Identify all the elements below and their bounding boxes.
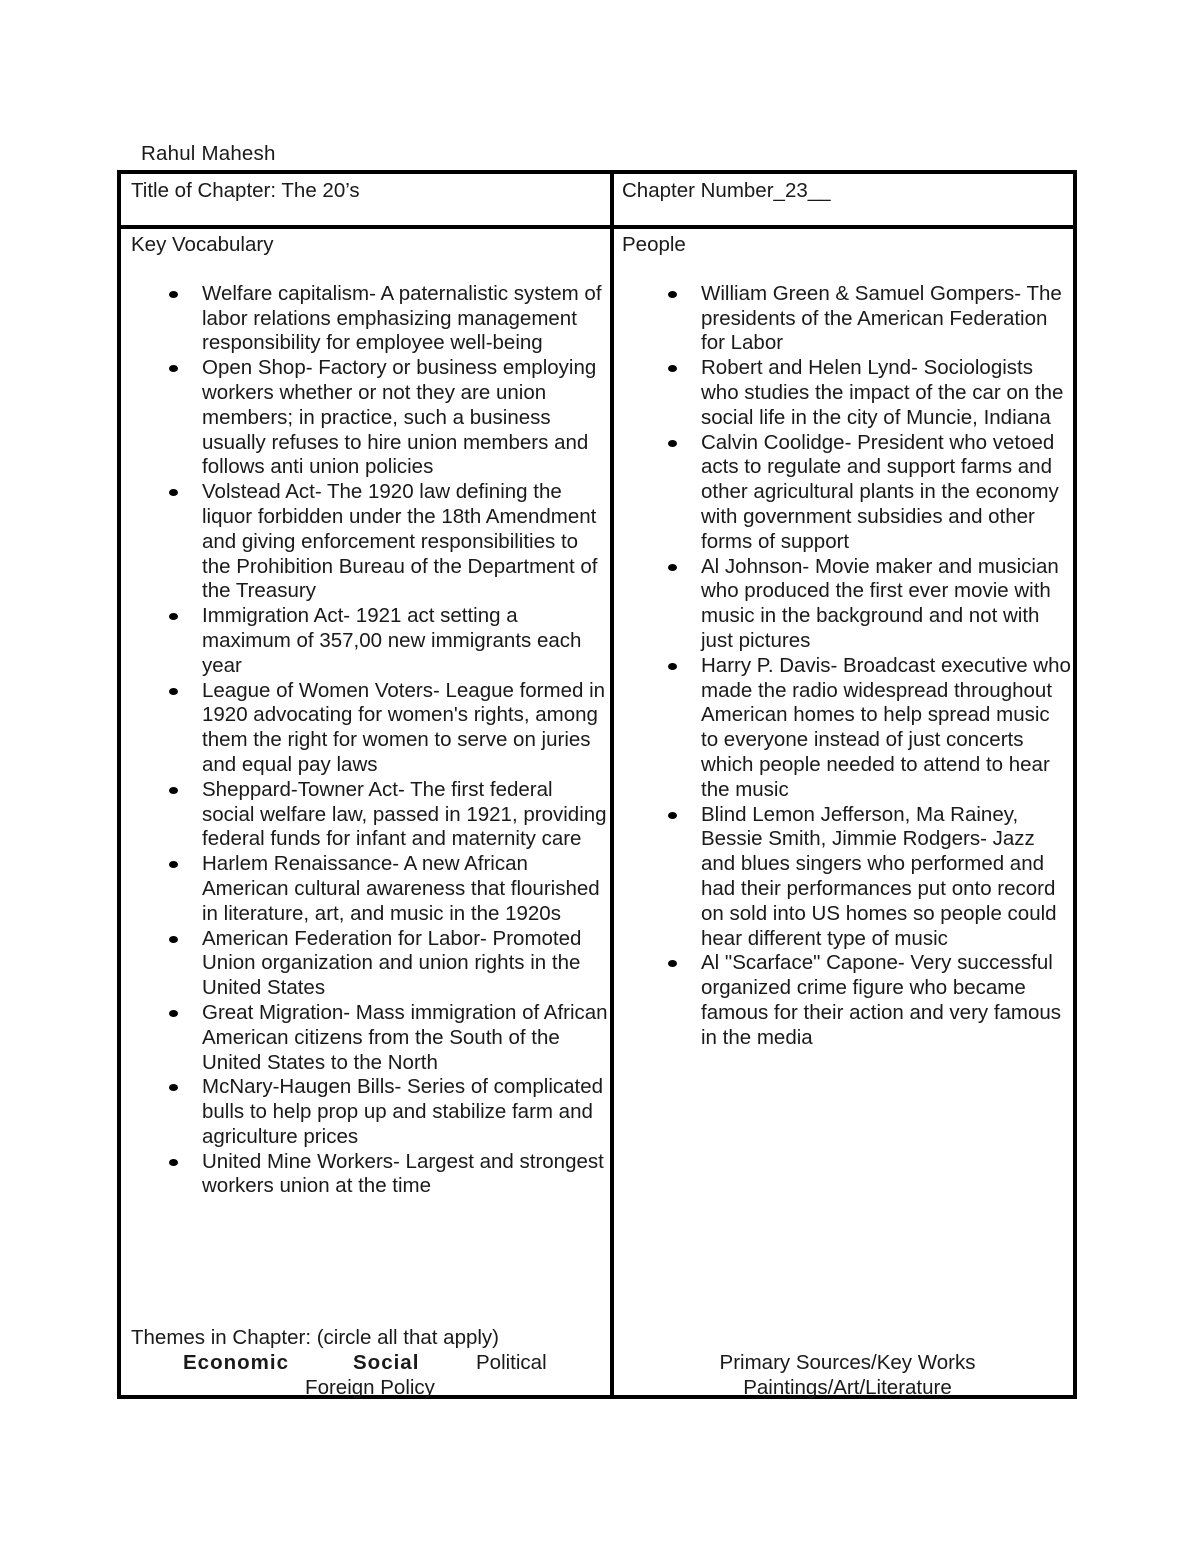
list-item: Harry P. Davis- Broadcast executive who made the radio widespread throughout American homes to help spread music to everyone instead of just concerts which people needed to attend to hear the music	[622, 654, 1072, 803]
bullet-icon	[169, 936, 178, 943]
vocabulary-list	[131, 282, 609, 1199]
list-item: League of Women Voters- League formed in 1920 advocating for women's rights, among them the right for women to serve on juries and equal pay laws	[131, 679, 609, 778]
author-name: Rahul Mahesh	[141, 142, 276, 165]
people-section	[622, 233, 1072, 1051]
people-heading: People	[622, 233, 686, 256]
list-item: Al Johnson- Movie maker and musician who produced the first ever movie with music in the background and not with just pictures	[622, 555, 1072, 654]
bullet-icon	[169, 688, 178, 695]
theme-political[interactable]: Political	[476, 1350, 547, 1374]
list-item: Open Shop- Factory or business employing workers whether or not they are union members; in practice, such a business usually refuses to hire union members and follows anti union policies	[131, 356, 609, 480]
list-item: United Mine Workers- Largest and strongest workers union at the time	[131, 1150, 609, 1200]
primary-sources-section	[618, 1351, 1077, 1401]
theme-social[interactable]: Social	[353, 1350, 420, 1374]
key-vocabulary-section	[131, 233, 609, 1199]
theme-economic[interactable]: Economic	[183, 1350, 289, 1374]
bullet-icon	[169, 365, 178, 372]
bullet-icon	[169, 861, 178, 868]
list-item: American Federation for Labor- Promoted Union organization and union rights in the United States	[131, 927, 609, 1001]
bullet-icon	[668, 440, 677, 447]
list-item: Sheppard-Towner Act- The first federal social welfare law, passed in 1921, providing federal funds for infant and maternity care	[131, 778, 609, 852]
list-item: Welfare capitalism- A paternalistic system of labor relations emphasizing management responsibility for employee well-being	[131, 282, 609, 356]
bullet-icon	[169, 1084, 178, 1091]
bullet-icon	[169, 291, 178, 298]
primary-sources-label: Primary Sources/Key Works	[719, 1351, 976, 1374]
people-list	[622, 282, 1072, 1051]
list-item: Volstead Act- The 1920 law defining the liquor forbidden under the 18th Amendment and giving enforcement responsibilities to the Prohibition Bureau of the Department of the Treasury	[131, 480, 609, 604]
themes-options	[131, 1351, 609, 1376]
bullet-icon	[668, 291, 677, 298]
bullet-icon	[668, 564, 677, 571]
bullet-icon	[169, 787, 178, 794]
chapter-number: Chapter Number_23__	[622, 179, 831, 202]
list-item: Great Migration- Mass immigration of African American citizens from the South of the United States to the North	[131, 1001, 609, 1075]
header-divider	[121, 225, 1073, 229]
column-divider	[610, 174, 614, 1395]
bullet-icon	[169, 613, 178, 620]
bullet-icon	[668, 812, 677, 819]
chapter-title: Title of Chapter: The 20’s	[131, 179, 360, 202]
chapter-worksheet-table	[117, 170, 1077, 1399]
list-item: Robert and Helen Lynd- Sociologists who studies the impact of the car on the social life in the city of Muncie, Indiana	[622, 356, 1072, 430]
themes-section	[131, 1326, 609, 1401]
theme-foreign-policy[interactable]: Foreign Policy	[305, 1375, 435, 1399]
bullet-icon	[169, 489, 178, 496]
list-item: Immigration Act- 1921 act setting a maximum of 357,00 new immigrants each year	[131, 604, 609, 678]
list-item: Harlem Renaissance- A new African American cultural awareness that flourished in literature, art, and music in the 1920s	[131, 852, 609, 926]
list-item: William Green & Samuel Gompers- The presidents of the American Federation for Labor	[622, 282, 1072, 356]
paintings-art-label: Paintings/Art/Literature	[743, 1375, 952, 1399]
key-vocabulary-heading: Key Vocabulary	[131, 233, 274, 256]
list-item: Calvin Coolidge- President who vetoed acts to regulate and support farms and other agricultural plants in the economy with government subsidies and other forms of support	[622, 431, 1072, 555]
themes-label: Themes in Chapter: (circle all that apply)	[131, 1326, 500, 1349]
list-item: Blind Lemon Jefferson, Ma Rainey, Bessie Smith, Jimmie Rodgers- Jazz and blues singers who performed and had their performances put onto record on sold into US homes so people could hear different type of music	[622, 803, 1072, 952]
bullet-icon	[668, 663, 677, 670]
list-item: Al "Scarface" Capone- Very successful organized crime figure who became famous for their action and very famous in the media	[622, 951, 1072, 1050]
bullet-icon	[668, 960, 677, 967]
bullet-icon	[668, 365, 677, 372]
list-item: McNary-Haugen Bills- Series of complicated bulls to help prop up and stabilize farm and agriculture prices	[131, 1075, 609, 1149]
bullet-icon	[169, 1159, 178, 1166]
bullet-icon	[169, 1010, 178, 1017]
